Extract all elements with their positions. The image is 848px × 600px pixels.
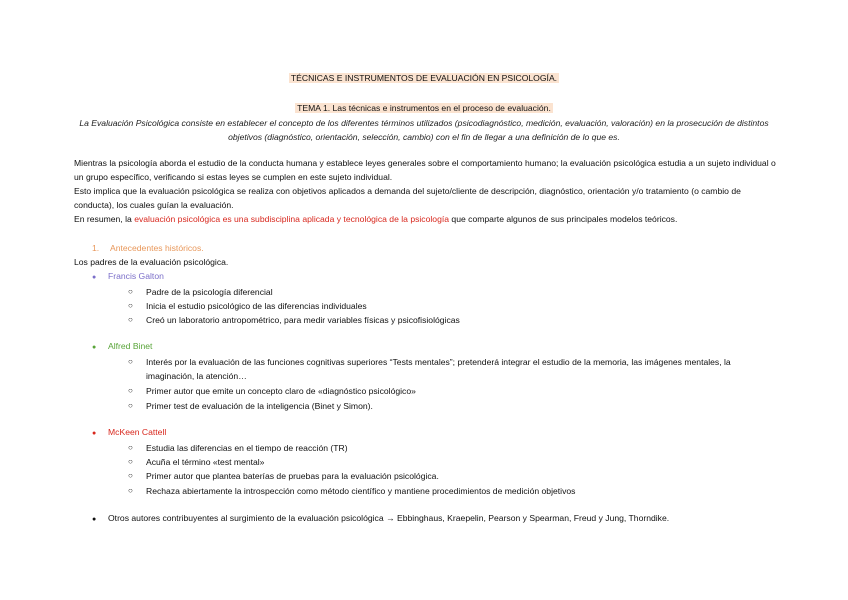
bullet-icon: ● bbox=[92, 274, 97, 281]
binet-item-3: ○ Primer test de evaluación de la inteligencia (Binet y Simon). bbox=[128, 399, 778, 413]
circle-bullet-icon: ○ bbox=[128, 287, 133, 296]
intro-paragraph: La Evaluación Psicológica consiste en establecer el concepto de los diferentes términos utilizados (psicodiagnóstico, medición, evaluación, valoración) en la prosecución de distintos objetivos (diagnóstico, orientación, selección, cambio) con el fin de llegar a una definición de lo que es. bbox=[79, 118, 769, 142]
section-heading bbox=[92, 243, 204, 253]
document-title bbox=[0, 73, 848, 83]
paragraph-3-highlight: evaluación psicológica es una subdisciplina aplicada y tecnológica de la psicología bbox=[134, 214, 450, 224]
circle-bullet-icon: ○ bbox=[128, 401, 133, 410]
author-name: Alfred Binet bbox=[108, 341, 153, 351]
author-name: McKeen Cattell bbox=[108, 427, 167, 437]
galton-item-2: ○ Inicia el estudio psicológico de las diferencias individuales bbox=[128, 299, 778, 313]
title-text: TÉCNICAS E INSTRUMENTOS DE EVALUACIÓN EN PSICOLOGÍA. bbox=[290, 73, 558, 83]
circle-bullet-icon: ○ bbox=[128, 301, 133, 310]
paragraph-3-start: En resumen, la bbox=[74, 214, 135, 224]
circle-bullet-icon: ○ bbox=[128, 443, 133, 452]
circle-bullet-icon: ○ bbox=[128, 386, 133, 395]
section-title: Antecedentes históricos. bbox=[110, 243, 204, 253]
binet-item-2: ○ Primer autor que emite un concepto claro de «diagnóstico psicológico» bbox=[128, 384, 778, 398]
cattell-item-4: ○ Rechaza abiertamente la introspección como método científico y mantiene procedimientos de medición objetivos bbox=[128, 484, 778, 498]
circle-bullet-icon: ○ bbox=[128, 315, 133, 324]
author-cattell bbox=[92, 427, 166, 437]
galton-item-3: ○ Creó un laboratorio antropométrico, para medir variables físicas y psicofisiológicas bbox=[128, 313, 778, 327]
circle-bullet-icon: ○ bbox=[128, 457, 133, 466]
circle-bullet-icon: ○ bbox=[128, 486, 133, 495]
binet-item-1: ○ Interés por la evaluación de las funciones cognitivas superiores “Tests mentales”; pretenderá integrar el estudio de la memoria, las imágenes mentales, la imaginación, la atención… bbox=[128, 357, 731, 382]
bullet-icon: ● bbox=[92, 430, 97, 437]
galton-item-1: ○ Padre de la psicología diferencial bbox=[128, 285, 778, 299]
padres-line: Los padres de la evaluación psicológica. bbox=[74, 257, 229, 267]
bullet-icon: ● bbox=[92, 344, 97, 351]
paragraph-3-end: que comparte algunos de sus principales modelos teóricos. bbox=[449, 214, 678, 224]
cattell-item-3: ○ Primer autor que plantea baterías de pruebas para la evaluación psicológica. bbox=[128, 469, 778, 483]
author-binet bbox=[92, 341, 152, 351]
subtitle-text: TEMA 1. Las técnicas e instrumentos en el proceso de evaluación. bbox=[297, 103, 551, 113]
circle-bullet-icon: ○ bbox=[128, 471, 133, 480]
paragraph-3 bbox=[74, 213, 779, 227]
other-authors bbox=[92, 513, 669, 523]
circle-bullet-icon: ○ bbox=[128, 357, 133, 366]
paragraph-2: Esto implica que la evaluación psicológica se realiza con objetivos aplicados a demanda del sujeto/cliente de descripción, diagnóstico, orientación y/o tratamiento (o cambio de conducta), los cuales guían la evaluación. bbox=[74, 186, 741, 210]
cattell-item-1: ○ Estudia las diferencias en el tiempo de reacción (TR) bbox=[128, 441, 778, 455]
cattell-item-2: ○ Acuña el término «test mental» bbox=[128, 455, 778, 469]
section-number: 1. bbox=[92, 243, 100, 253]
bullet-icon: ● bbox=[92, 516, 97, 523]
author-name: Francis Galton bbox=[108, 271, 164, 281]
other-authors-text: Otros autores contribuyentes al surgimiento de la evaluación psicológica → Ebbinghaus, Kraepelin, Pearson y Spearman, Freud y Jung, Thorndike. bbox=[108, 513, 670, 523]
topic-subtitle bbox=[0, 103, 848, 113]
paragraph-1: Mientras la psicología aborda el estudio de la conducta humana y establece leyes generales sobre el comportamiento humano; la evaluación psicológica estudia a un sujeto individual o un grupo específico, verificando si estas leyes se cumplen en este sujeto individual. bbox=[74, 158, 776, 182]
author-galton bbox=[92, 271, 164, 281]
